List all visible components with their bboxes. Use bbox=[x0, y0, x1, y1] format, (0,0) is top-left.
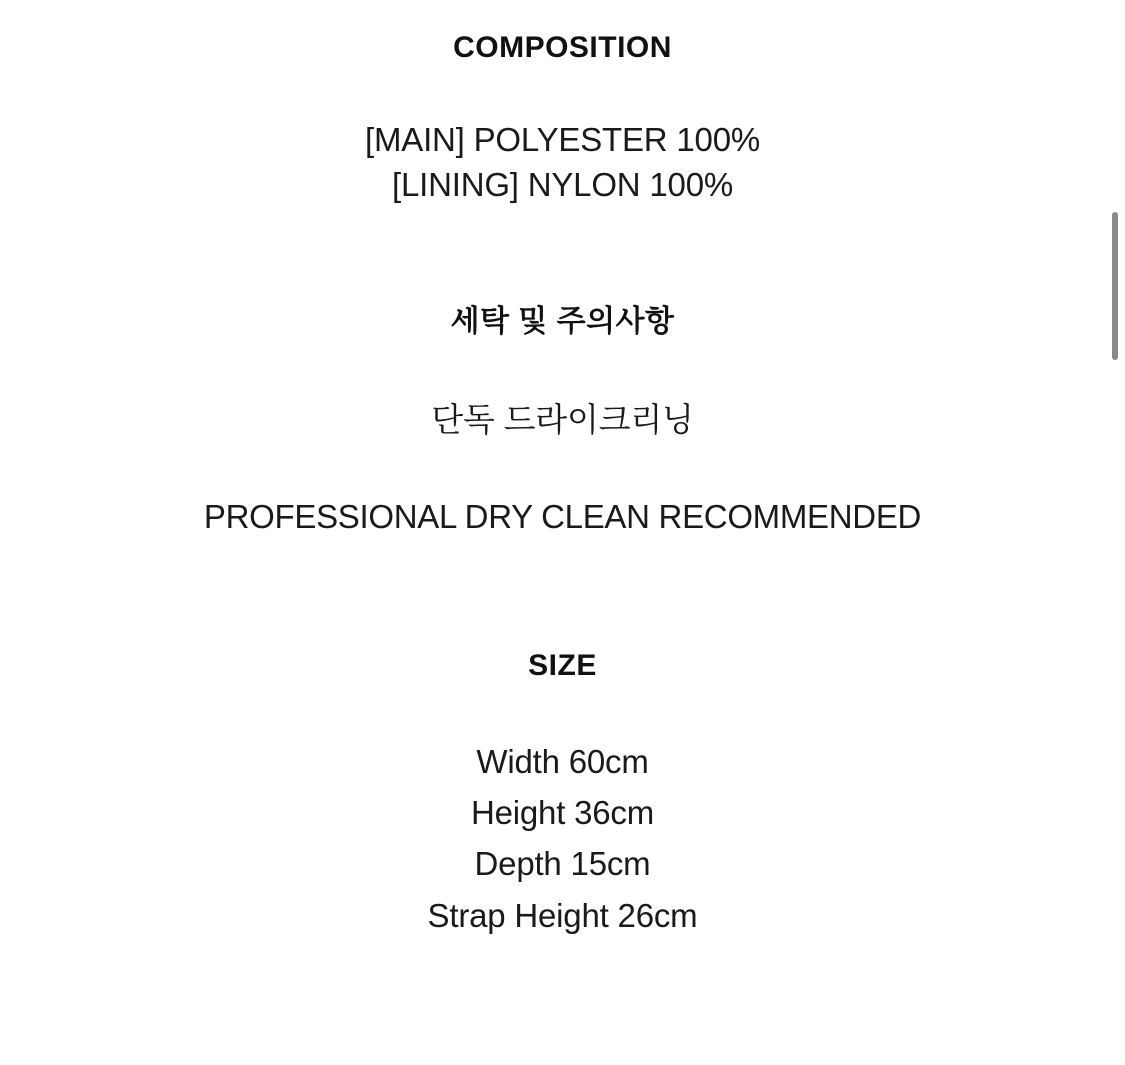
scrollbar-thumb[interactable] bbox=[1112, 212, 1118, 360]
size-section bbox=[0, 648, 1125, 942]
size-line-width: Width 60cm bbox=[476, 742, 649, 780]
care-section bbox=[0, 304, 1125, 540]
care-korean-note: 단독 드라이크리닝 bbox=[431, 400, 694, 438]
size-heading: SIZE bbox=[528, 648, 597, 682]
size-line-strap-height: Strap Height 26cm bbox=[427, 896, 698, 934]
size-line-depth: Depth 15cm bbox=[474, 845, 651, 883]
size-line-height: Height 36cm bbox=[470, 793, 655, 831]
care-heading: 세탁 및 주의사항 bbox=[450, 304, 675, 338]
size-measurements bbox=[0, 736, 1125, 942]
composition-section bbox=[0, 0, 1125, 208]
composition-line-main: [MAIN] POLYESTER 100% bbox=[365, 121, 760, 158]
scrollbar-track[interactable] bbox=[1112, 0, 1118, 1065]
composition-heading: COMPOSITION bbox=[453, 31, 672, 64]
care-english-note: PROFESSIONAL DRY CLEAN RECOMMENDED bbox=[203, 497, 922, 535]
composition-lines bbox=[0, 118, 1125, 208]
composition-line-lining: [LINING] NYLON 100% bbox=[392, 165, 733, 203]
